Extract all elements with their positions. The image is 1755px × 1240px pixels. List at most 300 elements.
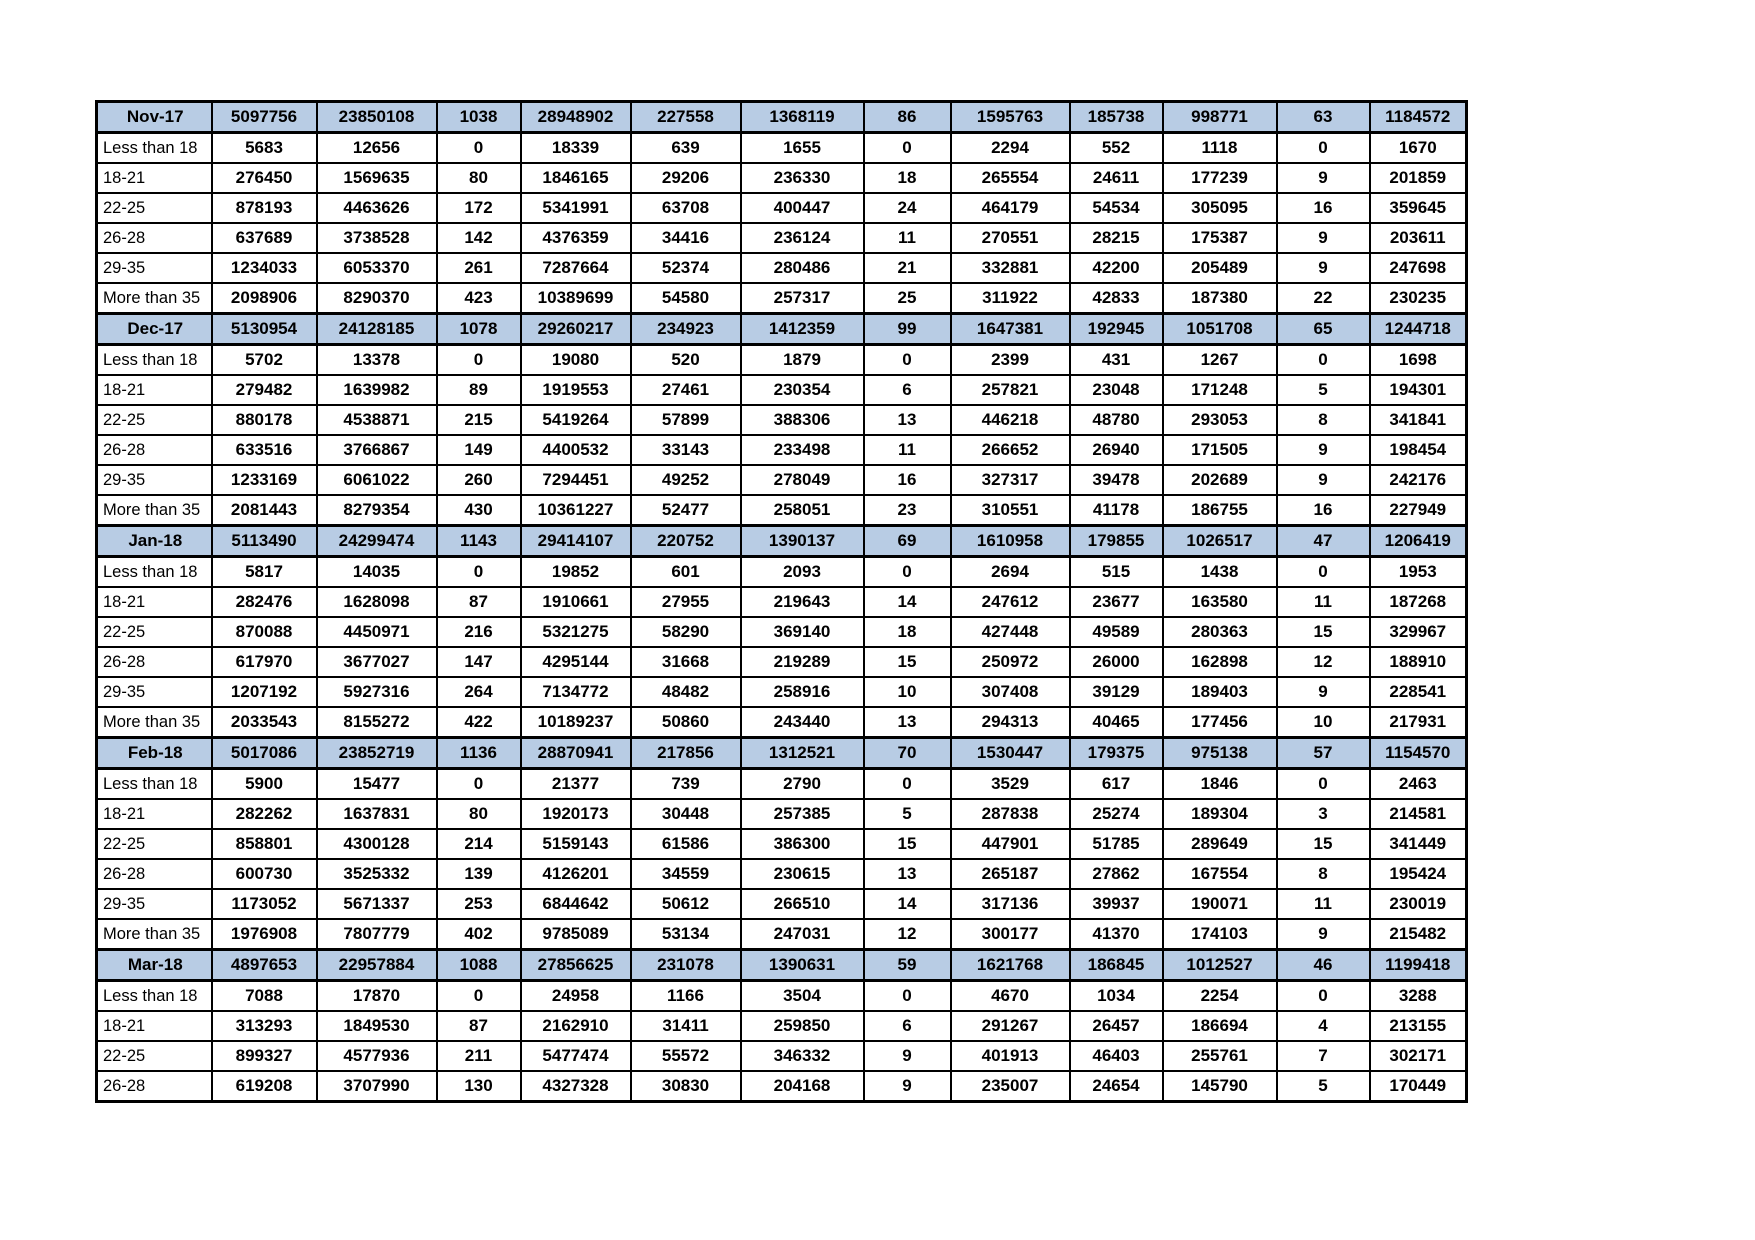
value-cell: 1267 [1163, 345, 1277, 376]
value-cell: 204168 [741, 1071, 864, 1102]
value-cell: 1569635 [317, 163, 437, 193]
value-cell: 189304 [1163, 799, 1277, 829]
value-cell: 24299474 [317, 526, 437, 557]
value-cell: 26457 [1070, 1011, 1163, 1041]
value-cell: 214 [437, 829, 521, 859]
value-cell: 600730 [212, 859, 317, 889]
age-group-label: 26-28 [97, 1071, 212, 1102]
value-cell: 65 [1277, 314, 1370, 345]
value-cell: 9 [1277, 435, 1370, 465]
value-cell: 5 [1277, 1071, 1370, 1102]
value-cell: 5 [864, 799, 951, 829]
value-cell: 0 [1277, 133, 1370, 164]
value-cell: 217856 [631, 738, 741, 769]
value-cell: 1312521 [741, 738, 864, 769]
value-cell: 179375 [1070, 738, 1163, 769]
value-cell: 0 [437, 133, 521, 164]
table-row [97, 557, 1467, 588]
value-cell: 858801 [212, 829, 317, 859]
value-cell: 0 [864, 981, 951, 1012]
value-cell: 24128185 [317, 314, 437, 345]
value-cell: 5 [1277, 375, 1370, 405]
value-cell: 14035 [317, 557, 437, 588]
value-cell: 899327 [212, 1041, 317, 1071]
value-cell: 1207192 [212, 677, 317, 707]
value-cell: 257317 [741, 283, 864, 314]
value-cell: 214581 [1370, 799, 1467, 829]
value-cell: 2294 [951, 133, 1070, 164]
value-cell: 270551 [951, 223, 1070, 253]
value-cell: 5113490 [212, 526, 317, 557]
month-label: Dec-17 [97, 314, 212, 345]
value-cell: 22957884 [317, 950, 437, 981]
value-cell: 9 [864, 1041, 951, 1071]
age-group-label: 18-21 [97, 163, 212, 193]
value-cell: 346332 [741, 1041, 864, 1071]
value-cell: 187268 [1370, 587, 1467, 617]
value-cell: 278049 [741, 465, 864, 495]
value-cell: 341449 [1370, 829, 1467, 859]
table-row [97, 495, 1467, 526]
value-cell: 4400532 [521, 435, 631, 465]
value-cell: 4295144 [521, 647, 631, 677]
table-row [97, 375, 1467, 405]
value-cell: 18339 [521, 133, 631, 164]
age-group-label: 18-21 [97, 375, 212, 405]
value-cell: 617 [1070, 769, 1163, 800]
value-cell: 265187 [951, 859, 1070, 889]
value-cell: 619208 [212, 1071, 317, 1102]
month-label: Mar-18 [97, 950, 212, 981]
value-cell: 255761 [1163, 1041, 1277, 1071]
value-cell: 310551 [951, 495, 1070, 526]
table-row [97, 647, 1467, 677]
value-cell: 300177 [951, 919, 1070, 950]
table-row [97, 829, 1467, 859]
value-cell: 55572 [631, 1041, 741, 1071]
value-cell: 230354 [741, 375, 864, 405]
age-group-label: 18-21 [97, 587, 212, 617]
value-cell: 1012527 [1163, 950, 1277, 981]
value-cell: 130 [437, 1071, 521, 1102]
value-cell: 10 [1277, 707, 1370, 738]
value-cell: 0 [1277, 981, 1370, 1012]
value-cell: 431 [1070, 345, 1163, 376]
value-cell: 24654 [1070, 1071, 1163, 1102]
value-cell: 430 [437, 495, 521, 526]
age-group-label: 22-25 [97, 193, 212, 223]
value-cell: 870088 [212, 617, 317, 647]
value-cell: 42833 [1070, 283, 1163, 314]
value-cell: 5927316 [317, 677, 437, 707]
value-cell: 87 [437, 587, 521, 617]
value-cell: 317136 [951, 889, 1070, 919]
value-cell: 6 [864, 1011, 951, 1041]
value-cell: 242176 [1370, 465, 1467, 495]
value-cell: 5321275 [521, 617, 631, 647]
value-cell: 54534 [1070, 193, 1163, 223]
value-cell: 30448 [631, 799, 741, 829]
value-cell: 12656 [317, 133, 437, 164]
value-cell: 1143 [437, 526, 521, 557]
value-cell: 34559 [631, 859, 741, 889]
age-group-label: 26-28 [97, 223, 212, 253]
value-cell: 28948902 [521, 102, 631, 133]
value-cell: 12 [1277, 647, 1370, 677]
value-cell: 86 [864, 102, 951, 133]
value-cell: 198454 [1370, 435, 1467, 465]
value-cell: 227949 [1370, 495, 1467, 526]
value-cell: 70 [864, 738, 951, 769]
table-row [97, 283, 1467, 314]
value-cell: 1412359 [741, 314, 864, 345]
value-cell: 19852 [521, 557, 631, 588]
value-cell: 7 [1277, 1041, 1370, 1071]
value-cell: 11 [864, 223, 951, 253]
value-cell: 14 [864, 587, 951, 617]
value-cell: 23 [864, 495, 951, 526]
value-cell: 42200 [1070, 253, 1163, 283]
value-cell: 89 [437, 375, 521, 405]
value-cell: 265554 [951, 163, 1070, 193]
value-cell: 552 [1070, 133, 1163, 164]
value-cell: 633516 [212, 435, 317, 465]
value-cell: 422 [437, 707, 521, 738]
value-cell: 1628098 [317, 587, 437, 617]
table-row [97, 587, 1467, 617]
value-cell: 25274 [1070, 799, 1163, 829]
value-cell: 41178 [1070, 495, 1163, 526]
table-row [97, 617, 1467, 647]
value-cell: 4 [1277, 1011, 1370, 1041]
value-cell: 13 [864, 859, 951, 889]
value-cell: 1199418 [1370, 950, 1467, 981]
value-cell: 1136 [437, 738, 521, 769]
value-cell: 10361227 [521, 495, 631, 526]
value-cell: 23677 [1070, 587, 1163, 617]
value-cell: 4577936 [317, 1041, 437, 1071]
table-row [97, 1071, 1467, 1102]
table-row [97, 193, 1467, 223]
value-cell: 243440 [741, 707, 864, 738]
value-cell: 464179 [951, 193, 1070, 223]
value-cell: 261 [437, 253, 521, 283]
value-cell: 0 [437, 345, 521, 376]
value-cell: 4376359 [521, 223, 631, 253]
report-table-body [97, 102, 1467, 1102]
value-cell: 215 [437, 405, 521, 435]
value-cell: 617970 [212, 647, 317, 677]
value-cell: 880178 [212, 405, 317, 435]
value-cell: 3504 [741, 981, 864, 1012]
value-cell: 0 [1277, 769, 1370, 800]
value-cell: 15 [1277, 617, 1370, 647]
value-cell: 162898 [1163, 647, 1277, 677]
value-cell: 202689 [1163, 465, 1277, 495]
value-cell: 258051 [741, 495, 864, 526]
value-cell: 24 [864, 193, 951, 223]
value-cell: 1390137 [741, 526, 864, 557]
value-cell: 11 [864, 435, 951, 465]
value-cell: 2098906 [212, 283, 317, 314]
value-cell: 50612 [631, 889, 741, 919]
value-cell: 282262 [212, 799, 317, 829]
value-cell: 2463 [1370, 769, 1467, 800]
value-cell: 236330 [741, 163, 864, 193]
value-cell: 59 [864, 950, 951, 981]
value-cell: 1639982 [317, 375, 437, 405]
value-cell: 177456 [1163, 707, 1277, 738]
value-cell: 215482 [1370, 919, 1467, 950]
value-cell: 192945 [1070, 314, 1163, 345]
value-cell: 6053370 [317, 253, 437, 283]
value-cell: 258916 [741, 677, 864, 707]
value-cell: 289649 [1163, 829, 1277, 859]
value-cell: 1953 [1370, 557, 1467, 588]
value-cell: 0 [864, 133, 951, 164]
value-cell: 1078 [437, 314, 521, 345]
table-row [97, 981, 1467, 1012]
value-cell: 280486 [741, 253, 864, 283]
value-cell: 216 [437, 617, 521, 647]
value-cell: 217931 [1370, 707, 1467, 738]
age-group-label: Less than 18 [97, 133, 212, 164]
value-cell: 2790 [741, 769, 864, 800]
value-cell: 0 [437, 769, 521, 800]
table-row [97, 405, 1467, 435]
value-cell: 5683 [212, 133, 317, 164]
value-cell: 39937 [1070, 889, 1163, 919]
value-cell: 15 [864, 829, 951, 859]
value-cell: 211 [437, 1041, 521, 1071]
value-cell: 48482 [631, 677, 741, 707]
value-cell: 1919553 [521, 375, 631, 405]
value-cell: 3766867 [317, 435, 437, 465]
value-cell: 1166 [631, 981, 741, 1012]
value-cell: 10389699 [521, 283, 631, 314]
value-cell: 3525332 [317, 859, 437, 889]
value-cell: 0 [1277, 345, 1370, 376]
value-cell: 2093 [741, 557, 864, 588]
value-cell: 29206 [631, 163, 741, 193]
value-cell: 7807779 [317, 919, 437, 950]
value-cell: 3677027 [317, 647, 437, 677]
value-cell: 172 [437, 193, 521, 223]
table-row [97, 133, 1467, 164]
value-cell: 22 [1277, 283, 1370, 314]
value-cell: 400447 [741, 193, 864, 223]
value-cell: 4463626 [317, 193, 437, 223]
value-cell: 0 [864, 345, 951, 376]
value-cell: 187380 [1163, 283, 1277, 314]
value-cell: 2254 [1163, 981, 1277, 1012]
age-group-label: 26-28 [97, 647, 212, 677]
value-cell: 61586 [631, 829, 741, 859]
value-cell: 9 [1277, 465, 1370, 495]
value-cell: 739 [631, 769, 741, 800]
value-cell: 233498 [741, 435, 864, 465]
value-cell: 47 [1277, 526, 1370, 557]
month-label: Feb-18 [97, 738, 212, 769]
value-cell: 13378 [317, 345, 437, 376]
month-label: Jan-18 [97, 526, 212, 557]
age-group-label: 26-28 [97, 859, 212, 889]
value-cell: 49589 [1070, 617, 1163, 647]
value-cell: 1184572 [1370, 102, 1467, 133]
value-cell: 171505 [1163, 435, 1277, 465]
value-cell: 6061022 [317, 465, 437, 495]
value-cell: 27461 [631, 375, 741, 405]
age-group-label: 22-25 [97, 1041, 212, 1071]
value-cell: 329967 [1370, 617, 1467, 647]
value-cell: 0 [864, 769, 951, 800]
value-cell: 3738528 [317, 223, 437, 253]
value-cell: 401913 [951, 1041, 1070, 1071]
value-cell: 1910661 [521, 587, 631, 617]
value-cell: 26000 [1070, 647, 1163, 677]
value-cell: 302171 [1370, 1041, 1467, 1071]
value-cell: 58290 [631, 617, 741, 647]
value-cell: 213155 [1370, 1011, 1467, 1041]
value-cell: 1670 [1370, 133, 1467, 164]
value-cell: 26940 [1070, 435, 1163, 465]
table-row [97, 889, 1467, 919]
value-cell: 1088 [437, 950, 521, 981]
table-row [97, 435, 1467, 465]
age-group-label: More than 35 [97, 919, 212, 950]
value-cell: 9 [1277, 223, 1370, 253]
value-cell: 1976908 [212, 919, 317, 950]
month-header-row [97, 738, 1467, 769]
value-cell: 259850 [741, 1011, 864, 1041]
value-cell: 24611 [1070, 163, 1163, 193]
value-cell: 4126201 [521, 859, 631, 889]
value-cell: 8 [1277, 859, 1370, 889]
value-cell: 1173052 [212, 889, 317, 919]
value-cell: 230019 [1370, 889, 1467, 919]
table-row [97, 859, 1467, 889]
table-row [97, 1041, 1467, 1071]
value-cell: 311922 [951, 283, 1070, 314]
value-cell: 52477 [631, 495, 741, 526]
age-group-label: Less than 18 [97, 345, 212, 376]
value-cell: 145790 [1163, 1071, 1277, 1102]
age-group-label: More than 35 [97, 495, 212, 526]
value-cell: 139 [437, 859, 521, 889]
value-cell: 264 [437, 677, 521, 707]
value-cell: 1637831 [317, 799, 437, 829]
value-cell: 5017086 [212, 738, 317, 769]
age-group-label: 29-35 [97, 889, 212, 919]
value-cell: 1621768 [951, 950, 1070, 981]
value-cell: 4450971 [317, 617, 437, 647]
value-cell: 49252 [631, 465, 741, 495]
value-cell: 3529 [951, 769, 1070, 800]
value-cell: 25 [864, 283, 951, 314]
value-cell: 15 [1277, 829, 1370, 859]
value-cell: 2399 [951, 345, 1070, 376]
value-cell: 171248 [1163, 375, 1277, 405]
value-cell: 236124 [741, 223, 864, 253]
value-cell: 179855 [1070, 526, 1163, 557]
value-cell: 163580 [1163, 587, 1277, 617]
value-cell: 305095 [1163, 193, 1277, 223]
value-cell: 5477474 [521, 1041, 631, 1071]
value-cell: 29260217 [521, 314, 631, 345]
value-cell: 0 [864, 557, 951, 588]
value-cell: 46403 [1070, 1041, 1163, 1071]
table-row [97, 919, 1467, 950]
value-cell: 9 [1277, 163, 1370, 193]
value-cell: 1051708 [1163, 314, 1277, 345]
value-cell: 257385 [741, 799, 864, 829]
value-cell: 13 [864, 707, 951, 738]
value-cell: 1034 [1070, 981, 1163, 1012]
value-cell: 313293 [212, 1011, 317, 1041]
value-cell: 1849530 [317, 1011, 437, 1041]
table-row [97, 253, 1467, 283]
value-cell: 7134772 [521, 677, 631, 707]
value-cell: 1846 [1163, 769, 1277, 800]
value-cell: 24958 [521, 981, 631, 1012]
value-cell: 520 [631, 345, 741, 376]
value-cell: 220752 [631, 526, 741, 557]
age-group-label: More than 35 [97, 283, 212, 314]
value-cell: 53134 [631, 919, 741, 950]
value-cell: 9 [1277, 253, 1370, 283]
month-header-row [97, 102, 1467, 133]
age-group-label: Less than 18 [97, 981, 212, 1012]
value-cell: 195424 [1370, 859, 1467, 889]
value-cell: 21377 [521, 769, 631, 800]
value-cell: 54580 [631, 283, 741, 314]
value-cell: 50860 [631, 707, 741, 738]
value-cell: 1846165 [521, 163, 631, 193]
value-cell: 423 [437, 283, 521, 314]
value-cell: 247612 [951, 587, 1070, 617]
value-cell: 17870 [317, 981, 437, 1012]
age-group-label: Less than 18 [97, 557, 212, 588]
value-cell: 11 [1277, 587, 1370, 617]
month-header-row [97, 950, 1467, 981]
value-cell: 257821 [951, 375, 1070, 405]
value-cell: 230615 [741, 859, 864, 889]
value-cell: 1154570 [1370, 738, 1467, 769]
value-cell: 1390631 [741, 950, 864, 981]
value-cell: 266652 [951, 435, 1070, 465]
value-cell: 230235 [1370, 283, 1467, 314]
spreadsheet-region [95, 100, 1468, 1103]
value-cell: 231078 [631, 950, 741, 981]
value-cell: 12 [864, 919, 951, 950]
value-cell: 5341991 [521, 193, 631, 223]
age-group-label: 18-21 [97, 799, 212, 829]
value-cell: 332881 [951, 253, 1070, 283]
value-cell: 149 [437, 435, 521, 465]
value-cell: 2033543 [212, 707, 317, 738]
value-cell: 279482 [212, 375, 317, 405]
value-cell: 1206419 [1370, 526, 1467, 557]
value-cell: 234923 [631, 314, 741, 345]
value-cell: 2694 [951, 557, 1070, 588]
table-row [97, 223, 1467, 253]
value-cell: 219643 [741, 587, 864, 617]
value-cell: 0 [437, 557, 521, 588]
value-cell: 447901 [951, 829, 1070, 859]
age-group-label: 29-35 [97, 253, 212, 283]
value-cell: 18 [864, 617, 951, 647]
value-cell: 1233169 [212, 465, 317, 495]
